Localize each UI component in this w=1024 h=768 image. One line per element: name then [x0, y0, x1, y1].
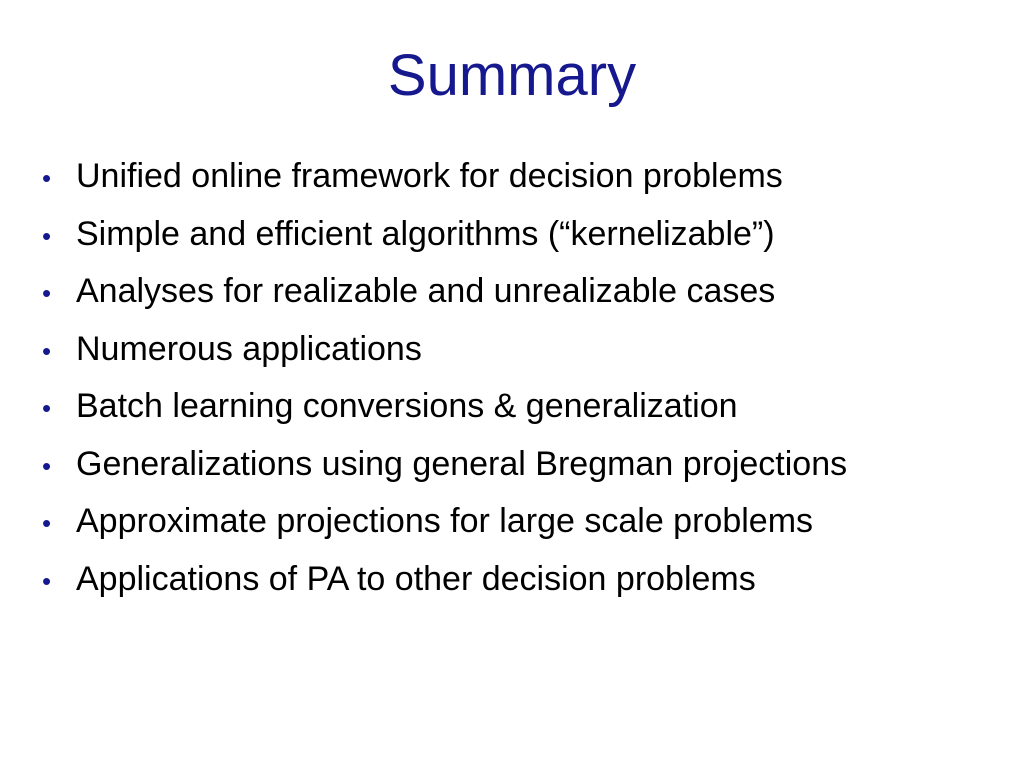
bullet-list — [42, 148, 1002, 608]
bullet-text: Simple and efficient algorithms (“kernelizable”) — [76, 214, 775, 253]
bullet-text: Batch learning conversions & generalization — [76, 387, 738, 425]
bullet-icon: • — [42, 450, 52, 481]
bullet-item — [42, 436, 1002, 494]
bullet-text: Applications of PA to other decision problems — [76, 559, 756, 598]
bullet-icon: • — [42, 335, 52, 366]
bullet-icon: • — [42, 220, 52, 251]
bullet-item — [42, 378, 1002, 436]
bullet-text: Generalizations using general Bregman projections — [76, 444, 848, 483]
bullet-item — [42, 263, 1002, 321]
bullet-icon: • — [42, 163, 52, 193]
slide-title: Summary — [387, 43, 637, 108]
bullet-item — [42, 148, 1002, 206]
bullet-icon: • — [42, 278, 52, 308]
bullet-item — [42, 493, 1002, 551]
bullet-icon: • — [42, 508, 52, 538]
bullet-icon: • — [42, 393, 52, 423]
bullet-item — [42, 321, 1002, 379]
bullet-text: Approximate projections for large scale problems — [76, 502, 814, 540]
bullet-icon: • — [42, 565, 52, 596]
bullet-item — [42, 206, 1002, 264]
bullet-text: Unified online framework for decision problems — [76, 157, 783, 195]
bullet-text: Analyses for realizable and unrealizable cases — [76, 272, 776, 310]
bullet-text: Numerous applications — [76, 329, 422, 368]
bullet-item — [42, 551, 1002, 609]
